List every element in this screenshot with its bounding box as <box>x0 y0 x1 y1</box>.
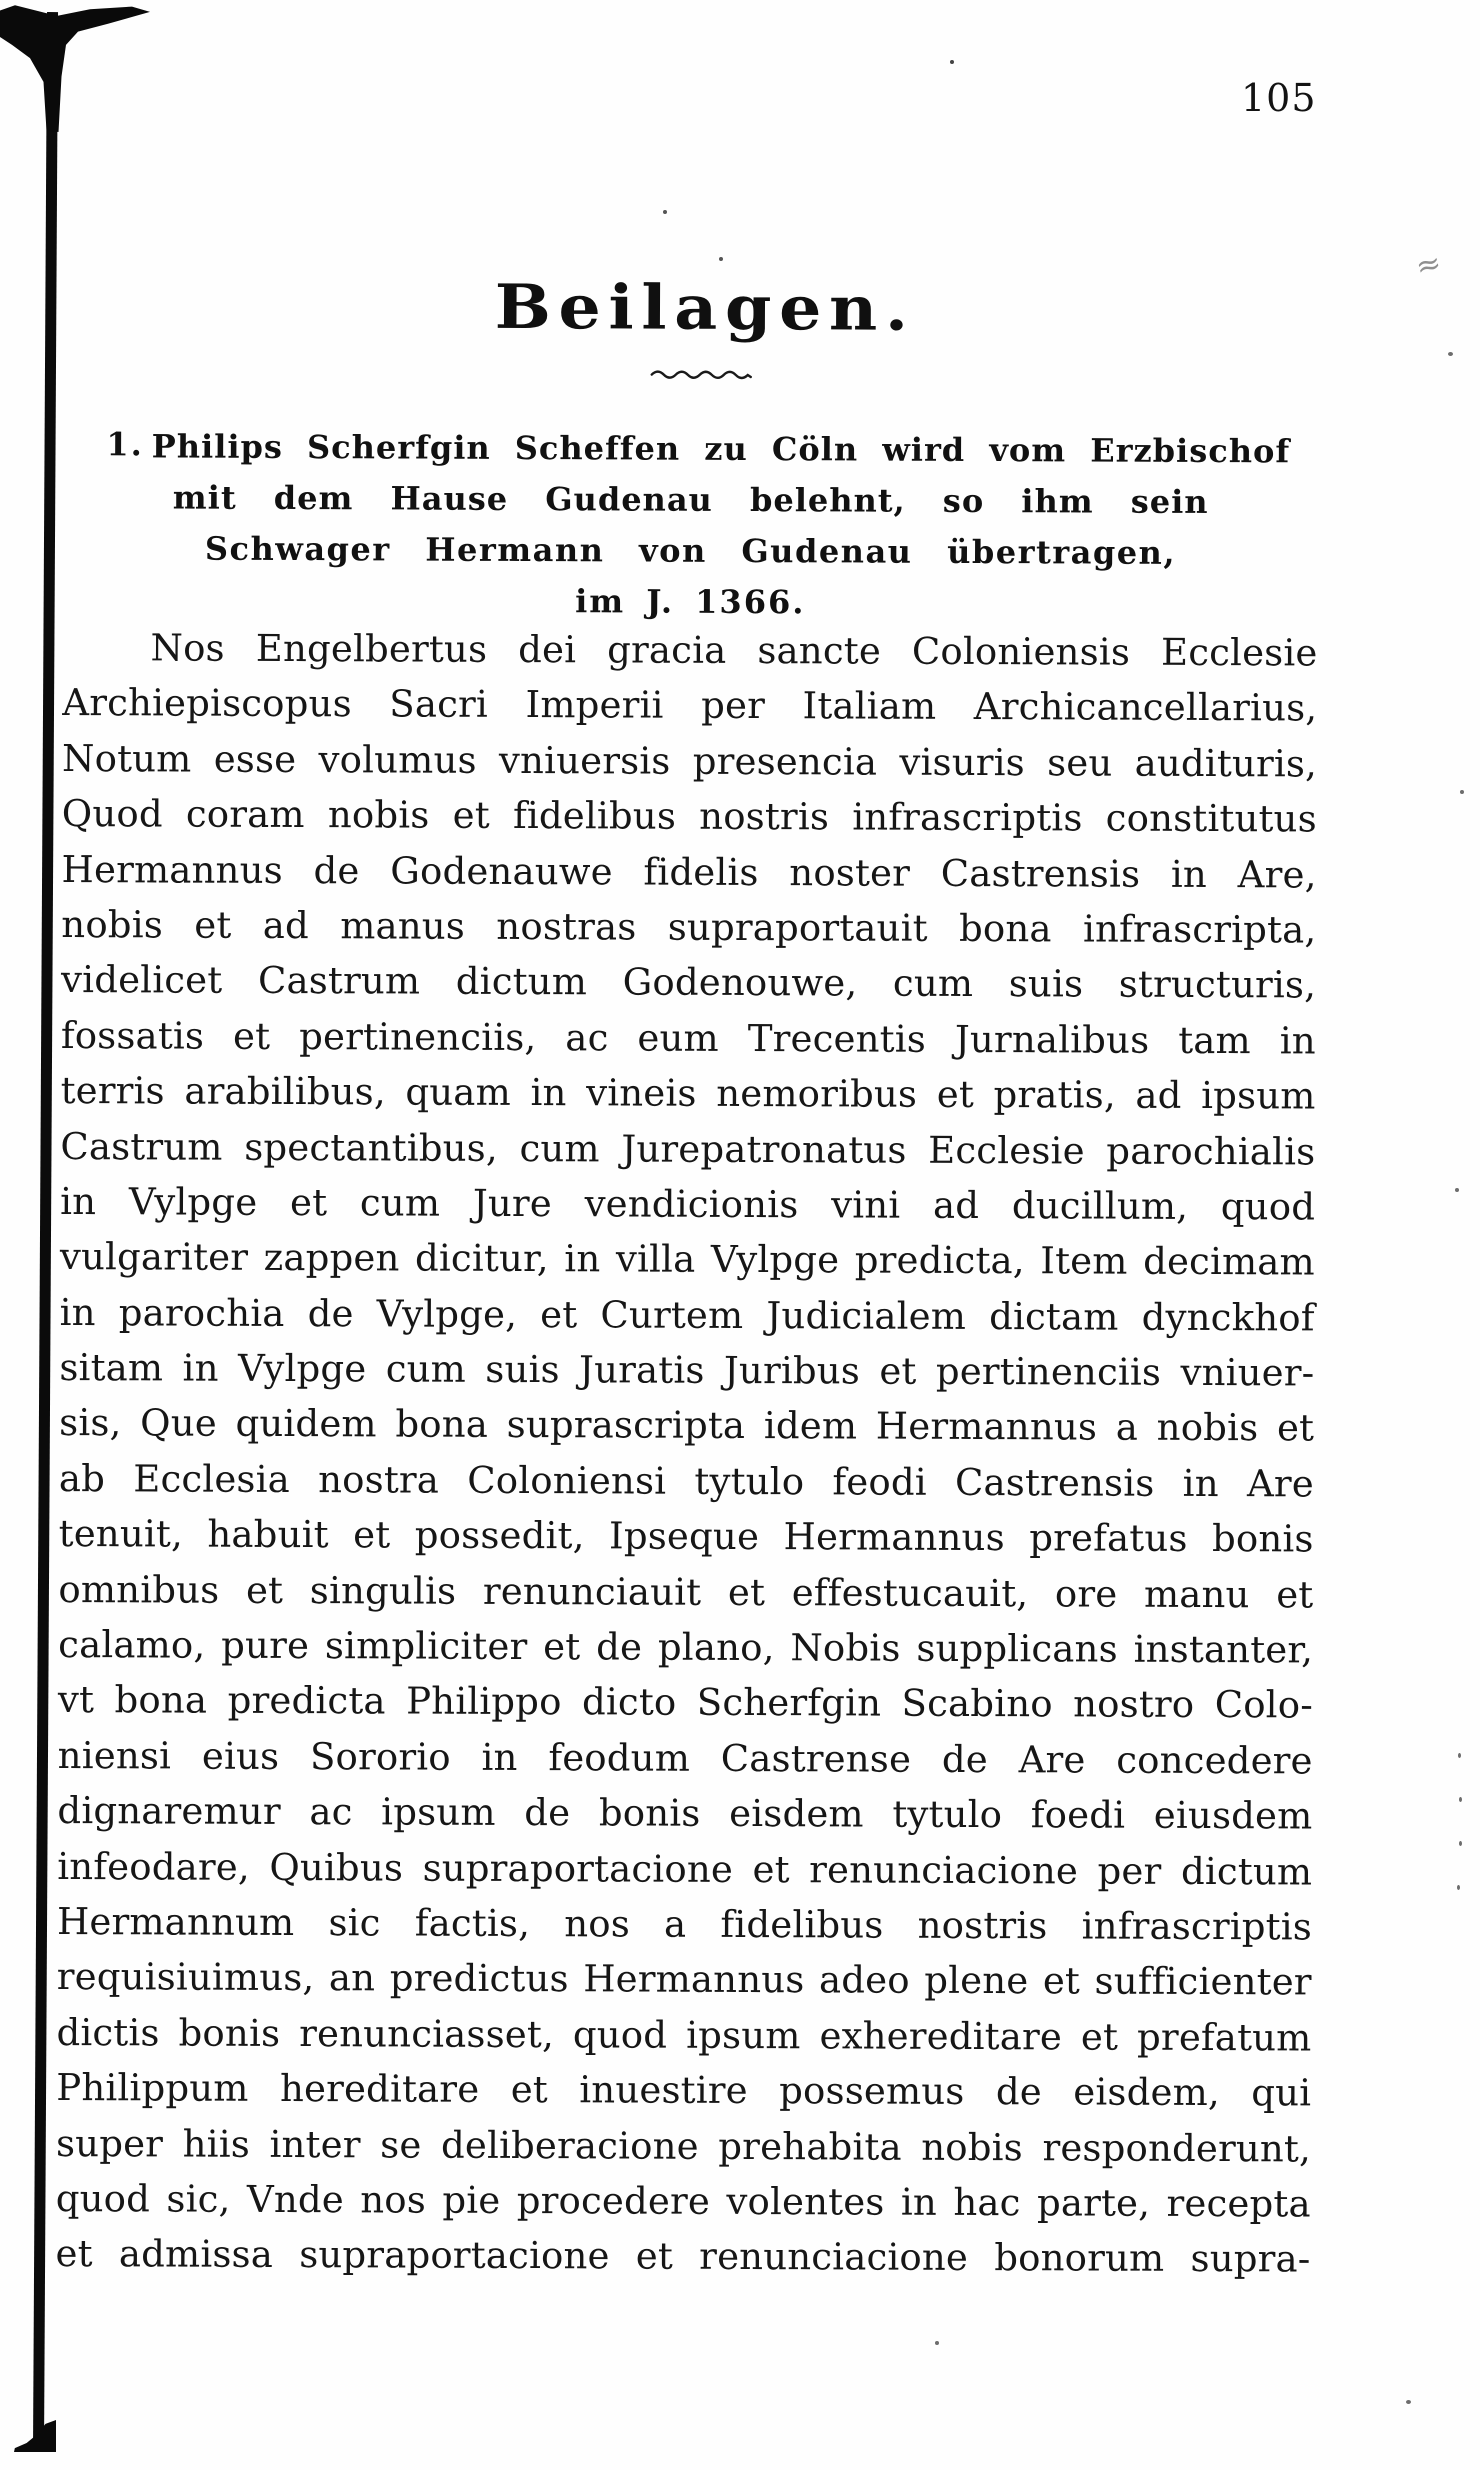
body-line: nobis et ad manus nostras supraportauit bona infrascripta, <box>61 902 1317 952</box>
scan-smudge: ≈ <box>1412 245 1443 286</box>
heading-line: mit dem Hause Gudenau belehnt, so ihm sein <box>172 478 1209 522</box>
page-content <box>55 0 1321 2470</box>
body-line: calamo, pure simpliciter et de plano, Nobis supplicans instanter, <box>58 1623 1314 1672</box>
page-title-text: Beilagen. <box>494 271 917 345</box>
body-line: omnibus et singulis renunciauit et effestucauit, ore manu et <box>58 1567 1314 1617</box>
body-line: sis, Que quidem bona suprascripta idem Hermannus a nobis et <box>59 1401 1315 1450</box>
body-line: niensi eius Sororio in feodum Castrense de Are concedere <box>57 1733 1313 1783</box>
scan-speck <box>1406 2400 1411 2404</box>
body-line: Hermannus de Godenauwe fidelis noster Castrensis in Are, <box>61 847 1317 897</box>
body-line: terris arabilibus, quam in vineis nemoribus et pratis, ad ipsum <box>60 1069 1316 1118</box>
squiggle-divider-icon <box>650 366 754 382</box>
scan-speck <box>1457 1885 1460 1890</box>
body-line: tenuit, habuit et possedit, Ipseque Hermannus prefatus bonis <box>58 1512 1314 1561</box>
heading-line: Schwager Hermann von Gudenau übertragen, <box>204 529 1177 572</box>
body-line: et admissa supraportacione et renunciacione bonorum supra- <box>55 2232 1311 2281</box>
body-line: sitam in Vylpge cum suis Juratis Juribus et pertinenciis vniuer- <box>59 1346 1315 1395</box>
scan-speck <box>1459 1841 1462 1846</box>
body-line: super hiis inter se deliberacione prehabita nobis responderunt, <box>55 2121 1312 2171</box>
scan-speck <box>1458 1753 1461 1758</box>
body-line: Philippum hereditare et inuestire possemus de eisdem, qui <box>56 2066 1312 2115</box>
section-number: 1. <box>106 425 144 464</box>
heading-line: Philips Scherfgin Scheffen zu Cöln wird vom Erzbischof <box>151 427 1291 471</box>
page-title <box>78 270 1333 362</box>
body-line: Nos Engelbertus dei gracia sancte Coloniensis Ecclesie <box>150 626 1318 675</box>
heading-line: im J. 1366. <box>575 582 806 622</box>
scan-speck <box>1448 352 1453 356</box>
binding-shadow-line <box>33 12 58 2450</box>
body-line: in parochia de Vylpge, et Curtem Judicialem dictam dynckhof <box>59 1290 1315 1340</box>
body-line: dignaremur ac ipsum de bonis eisdem tytulo foedi eiusdem <box>57 1789 1313 1838</box>
body-line: Archiepiscopus Sacri Imperii per Italiam Archicancellarius, <box>62 681 1318 730</box>
body-line: infeodare, Quibus supraportacione et renunciacione per dictum <box>57 1844 1313 1894</box>
body-line: dictis bonis renunciasset, quod ipsum exhereditare et prefatum <box>56 2010 1312 2060</box>
body-line: Notum esse volumus vniuersis presencia visuris seu audituris, <box>61 736 1318 786</box>
page-number: 105 <box>1241 76 1317 120</box>
scan-speck <box>1455 1188 1459 1192</box>
body-line: vulgariter zappen dicitur, in villa Vylpge predicta, Item decimam <box>59 1235 1315 1284</box>
body-line: requisiuimus, an predictus Hermannus adeo plene et sufficienter <box>56 1955 1312 2004</box>
scan-speck <box>1460 790 1464 794</box>
scan-speck <box>1459 1797 1462 1802</box>
body-line: Hermannum sic factis, nos a fidelibus nostris infrascriptis <box>56 1899 1313 1949</box>
body-text <box>55 620 1317 2287</box>
body-line: vt bona predicta Philippo dicto Scherfgin Scabino nostro Colo- <box>57 1678 1314 1727</box>
body-line: ab Ecclesia nostra Coloniensi tytulo feodi Castrensis in Are <box>58 1456 1315 1506</box>
body-line: videlicet Castrum dictum Godenouwe, cum suis structuris, <box>61 958 1317 1007</box>
body-line: in Vylpge et cum Jure vendicionis vini ad ducillum, quod <box>60 1179 1316 1229</box>
body-line: quod sic, Vnde nos pie procedere volentes in hac parte, recepta <box>55 2176 1311 2226</box>
body-line: Quod coram nobis et fidelibus nostris infrascriptis constitutus <box>61 792 1317 841</box>
section-heading <box>63 424 1319 633</box>
body-line: Castrum spectantibus, cum Jurepatronatus Ecclesie parochialis <box>60 1124 1316 1173</box>
body-line: fossatis et pertinenciis, ac eum Trecentis Jurnalibus tam in <box>60 1013 1316 1063</box>
